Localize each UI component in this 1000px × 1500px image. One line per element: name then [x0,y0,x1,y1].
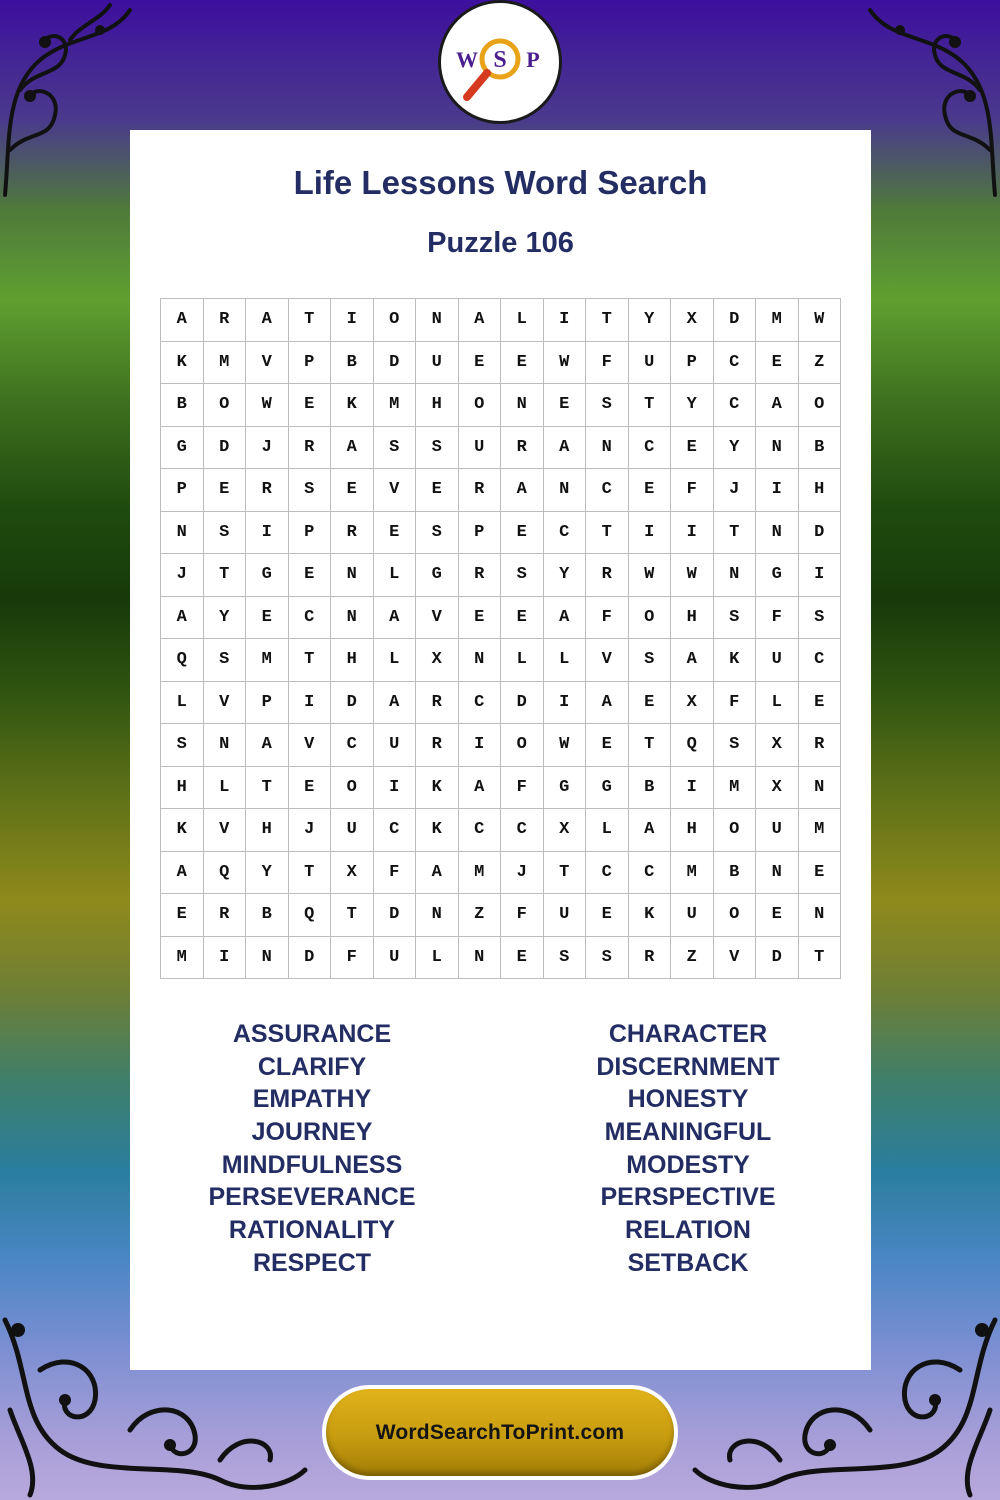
grid-cell[interactable]: N [416,894,459,937]
grid-cell[interactable]: A [756,384,799,427]
grid-cell[interactable]: H [416,384,459,427]
grid-cell[interactable]: Z [459,894,502,937]
grid-cell[interactable]: C [459,809,502,852]
grid-cell[interactable]: Q [161,639,204,682]
grid-cell[interactable]: Q [204,852,247,895]
grid-cell[interactable]: M [756,299,799,342]
grid-cell[interactable]: E [501,597,544,640]
grid-cell[interactable]: R [246,469,289,512]
grid-cell[interactable]: N [331,554,374,597]
website-button[interactable] [326,1389,674,1476]
grid-cell[interactable]: F [501,767,544,810]
grid-cell[interactable]: G [756,554,799,597]
grid-cell[interactable]: G [416,554,459,597]
grid-cell[interactable]: M [246,639,289,682]
word-list-item: RELATION [625,1216,751,1245]
grid-cell[interactable]: N [756,852,799,895]
grid-cell[interactable]: I [331,299,374,342]
grid-cell[interactable]: O [799,384,842,427]
grid-cell[interactable]: N [586,427,629,470]
grid-cell[interactable]: O [501,724,544,767]
grid-cell[interactable]: P [459,512,502,555]
grid-cell[interactable]: T [629,724,672,767]
grid-cell[interactable]: S [714,724,757,767]
grid-cell[interactable]: E [459,342,502,385]
grid-cell[interactable]: U [671,894,714,937]
word-list-item: MODESTY [626,1150,750,1179]
grid-cell[interactable]: L [416,937,459,980]
grid-cell[interactable]: Y [629,299,672,342]
grid-cell[interactable]: P [289,512,332,555]
grid-cell[interactable]: C [586,469,629,512]
grid-cell[interactable]: S [204,512,247,555]
grid-cell[interactable]: T [544,852,587,895]
word-list-left [147,1018,477,1280]
grid-cell[interactable]: A [374,597,417,640]
grid-cell[interactable]: D [289,937,332,980]
grid-cell[interactable]: V [246,342,289,385]
grid-cell[interactable]: B [161,384,204,427]
grid-cell[interactable]: I [799,554,842,597]
grid-cell[interactable]: O [714,894,757,937]
grid-cell[interactable]: W [544,724,587,767]
grid-cell[interactable]: N [416,299,459,342]
grid-cell[interactable]: J [246,427,289,470]
grid-cell[interactable]: L [501,639,544,682]
grid-cell[interactable]: I [544,682,587,725]
grid-cell[interactable]: E [204,469,247,512]
word-list-item: RESPECT [252,1248,372,1277]
grid-cell[interactable]: E [289,767,332,810]
grid-cell[interactable]: V [204,809,247,852]
grid-cell[interactable]: Y [544,554,587,597]
grid-cell[interactable]: W [544,342,587,385]
grid-cell[interactable]: T [289,639,332,682]
grid-cell[interactable]: V [204,682,247,725]
word-list-item: CHARACTER [608,1020,768,1048]
grid-cell[interactable]: L [374,554,417,597]
grid-cell[interactable]: R [416,724,459,767]
grid-cell[interactable]: D [331,682,374,725]
grid-cell[interactable]: S [586,384,629,427]
grid-cell[interactable]: A [459,767,502,810]
grid-cell[interactable]: E [671,427,714,470]
grid-cell[interactable]: N [756,427,799,470]
grid-cell[interactable]: A [544,597,587,640]
grid-cell[interactable]: K [629,894,672,937]
grid-cell[interactable]: U [416,342,459,385]
grid-cell[interactable]: D [204,427,247,470]
logo-letter-p: P [526,47,540,72]
grid-cell[interactable]: K [331,384,374,427]
grid-cell[interactable]: Y [246,852,289,895]
grid-cell[interactable]: L [756,682,799,725]
grid-cell[interactable]: N [799,767,842,810]
grid-cell[interactable]: R [459,469,502,512]
grid-cell[interactable]: E [799,682,842,725]
grid-cell[interactable]: X [756,724,799,767]
grid-cell[interactable]: E [544,384,587,427]
corner-ornament-top-left [0,0,140,200]
grid-cell[interactable]: H [671,809,714,852]
grid-cell[interactable]: T [246,767,289,810]
grid-cell[interactable]: U [544,894,587,937]
grid-cell[interactable]: K [161,342,204,385]
grid-cell[interactable]: C [714,384,757,427]
grid-cell[interactable]: L [586,809,629,852]
grid-cell[interactable]: B [246,894,289,937]
grid-cell[interactable]: M [459,852,502,895]
grid-cell[interactable]: V [586,639,629,682]
word-list-item: SETBACK [627,1248,749,1277]
grid-cell[interactable]: R [416,682,459,725]
grid-cell[interactable]: F [671,469,714,512]
grid-cell[interactable]: H [799,469,842,512]
word-list-item: MEANINGFUL [604,1118,772,1147]
grid-cell[interactable]: M [204,342,247,385]
grid-cell[interactable]: E [756,894,799,937]
grid-cell[interactable]: O [331,767,374,810]
grid-cell[interactable]: E [629,682,672,725]
grid-cell[interactable]: I [204,937,247,980]
grid-cell[interactable]: G [586,767,629,810]
grid-cell[interactable]: I [459,724,502,767]
grid-cell[interactable]: I [671,767,714,810]
logo-letter-w: W [456,47,478,72]
grid-cell[interactable]: E [756,342,799,385]
grid-cell[interactable]: D [374,894,417,937]
grid-cell[interactable]: A [161,299,204,342]
grid-cell[interactable]: J [289,809,332,852]
grid-cell[interactable]: N [204,724,247,767]
word-list-item: HONESTY [627,1085,749,1114]
grid-cell[interactable]: E [501,512,544,555]
grid-cell[interactable]: P [289,342,332,385]
grid-cell[interactable]: A [501,469,544,512]
grid-cell[interactable]: K [714,639,757,682]
grid-cell[interactable]: K [161,809,204,852]
word-list-item: CLARIFY [257,1052,367,1081]
grid-cell[interactable]: D [756,937,799,980]
grid-cell[interactable]: I [671,512,714,555]
grid-cell[interactable]: I [544,299,587,342]
grid-cell[interactable]: C [629,427,672,470]
grid-cell[interactable]: X [416,639,459,682]
word-list-item: JOURNEY [251,1118,373,1147]
grid-cell[interactable]: S [416,512,459,555]
grid-cell[interactable]: P [246,682,289,725]
grid-cell[interactable]: N [246,937,289,980]
grid-cell[interactable]: A [544,427,587,470]
grid-cell[interactable]: E [331,469,374,512]
grid-cell[interactable]: T [331,894,374,937]
grid-cell[interactable]: A [374,682,417,725]
grid-cell[interactable]: T [289,299,332,342]
grid-cell[interactable]: N [331,597,374,640]
magnifier-icon [445,7,555,117]
grid-cell[interactable]: M [799,809,842,852]
grid-cell[interactable]: S [799,597,842,640]
grid-cell[interactable]: Y [671,384,714,427]
grid-cell[interactable]: Y [714,427,757,470]
puzzle-sheet [130,130,871,1370]
page-title: Life Lessons Word Search [293,164,708,201]
grid-cell[interactable]: N [459,937,502,980]
grid-cell[interactable]: R [799,724,842,767]
grid-cell[interactable]: I [629,512,672,555]
grid-cell[interactable]: A [629,809,672,852]
grid-cell[interactable]: L [544,639,587,682]
grid-cell[interactable]: X [544,809,587,852]
word-list-item: ASSURANCE [232,1020,392,1048]
grid-cell[interactable]: C [714,342,757,385]
grid-cell[interactable]: S [289,469,332,512]
grid-cell[interactable]: A [416,852,459,895]
grid-cell[interactable]: J [714,469,757,512]
grid-cell[interactable]: A [246,299,289,342]
word-list-item: DISCERNMENT [596,1052,780,1081]
website-label: WordSearchToPrint.com [375,1420,625,1444]
grid-cell[interactable]: S [416,427,459,470]
grid-cell[interactable]: C [544,512,587,555]
grid-cell[interactable]: G [246,554,289,597]
grid-cell[interactable]: A [246,724,289,767]
grid-cell[interactable]: U [629,342,672,385]
grid-cell[interactable]: Z [671,937,714,980]
grid-cell[interactable]: U [374,937,417,980]
grid-cell[interactable]: C [586,852,629,895]
corner-ornament-top-right [860,0,1000,200]
grid-cell[interactable]: E [586,894,629,937]
grid-cell[interactable]: M [671,852,714,895]
grid-cell[interactable]: O [374,299,417,342]
grid-cell[interactable]: E [161,894,204,937]
word-list-item: RATIONALITY [228,1216,396,1245]
grid-cell[interactable]: R [204,299,247,342]
grid-cell[interactable]: X [331,852,374,895]
logo-letter-s: S [493,47,507,73]
grid-cell[interactable]: X [671,682,714,725]
grid-cell[interactable]: A [586,682,629,725]
grid-cell[interactable]: U [756,639,799,682]
grid-cell[interactable]: T [586,299,629,342]
grid-cell[interactable]: V [374,469,417,512]
grid-cell[interactable]: O [459,384,502,427]
grid-cell[interactable]: W [246,384,289,427]
grid-cell[interactable]: E [501,342,544,385]
grid-cell[interactable]: E [459,597,502,640]
grid-cell[interactable]: C [629,852,672,895]
grid-cell[interactable]: V [714,937,757,980]
grid-cell[interactable]: X [671,299,714,342]
grid-cell[interactable]: H [671,597,714,640]
grid-cell[interactable]: H [331,639,374,682]
grid-cell[interactable]: A [161,597,204,640]
grid-cell[interactable]: U [374,724,417,767]
grid-cell[interactable]: C [799,639,842,682]
grid-cell[interactable]: I [374,767,417,810]
grid-cell[interactable]: R [204,894,247,937]
grid-cell[interactable]: S [204,639,247,682]
letter-grid [160,298,841,979]
grid-cell[interactable]: Y [204,597,247,640]
grid-cell[interactable]: S [714,597,757,640]
grid-cell[interactable]: T [204,554,247,597]
grid-cell[interactable]: C [374,809,417,852]
grid-cell[interactable]: N [161,512,204,555]
grid-cell[interactable]: D [374,342,417,385]
grid-cell[interactable]: N [756,512,799,555]
grid-cell[interactable]: I [756,469,799,512]
grid-cell[interactable]: J [161,554,204,597]
grid-cell[interactable]: E [289,554,332,597]
grid-cell[interactable]: G [544,767,587,810]
grid-cell[interactable]: W [629,554,672,597]
grid-cell[interactable]: R [586,554,629,597]
word-list-item: EMPATHY [252,1085,372,1114]
grid-cell[interactable]: S [629,639,672,682]
grid-cell[interactable]: M [374,384,417,427]
grid-cell[interactable]: H [246,809,289,852]
grid-cell[interactable]: X [756,767,799,810]
grid-cell[interactable]: T [799,937,842,980]
grid-cell[interactable]: G [161,427,204,470]
grid-cell[interactable]: D [501,682,544,725]
grid-cell[interactable]: F [714,682,757,725]
grid-cell[interactable]: M [714,767,757,810]
grid-cell[interactable]: N [714,554,757,597]
grid-cell[interactable]: S [544,937,587,980]
grid-cell[interactable]: I [289,682,332,725]
grid-cell[interactable]: P [671,342,714,385]
grid-cell[interactable]: L [501,299,544,342]
word-list-item: MINDFULNESS [221,1150,403,1179]
grid-cell[interactable]: P [161,469,204,512]
grid-cell[interactable]: K [416,809,459,852]
grid-cell[interactable]: S [161,724,204,767]
grid-cell[interactable]: A [671,639,714,682]
grid-cell[interactable]: W [799,299,842,342]
grid-cell[interactable]: K [416,767,459,810]
grid-cell[interactable]: H [161,767,204,810]
grid-cell[interactable]: A [161,852,204,895]
grid-cell[interactable]: T [586,512,629,555]
grid-cell[interactable]: N [459,639,502,682]
grid-cell[interactable]: U [459,427,502,470]
grid-cell[interactable]: F [756,597,799,640]
grid-cell[interactable]: R [629,937,672,980]
grid-cell[interactable]: E [246,597,289,640]
grid-cell[interactable]: N [544,469,587,512]
grid-cell[interactable]: E [586,724,629,767]
grid-cell[interactable]: F [586,342,629,385]
grid-cell[interactable]: I [246,512,289,555]
grid-cell[interactable]: T [289,852,332,895]
grid-cell[interactable]: C [459,682,502,725]
grid-cell[interactable]: M [161,937,204,980]
grid-cell[interactable]: F [586,597,629,640]
grid-cell[interactable]: F [331,937,374,980]
grid-cell[interactable]: E [289,384,332,427]
grid-cell[interactable]: O [714,809,757,852]
grid-cell[interactable]: N [799,894,842,937]
grid-cell[interactable]: C [331,724,374,767]
grid-cell[interactable]: D [714,299,757,342]
grid-cell[interactable]: S [501,554,544,597]
grid-cell[interactable]: T [629,384,672,427]
grid-cell[interactable]: A [459,299,502,342]
grid-cell[interactable]: E [799,852,842,895]
grid-cell[interactable]: B [331,342,374,385]
grid-cell[interactable]: Q [671,724,714,767]
grid-cell[interactable]: O [204,384,247,427]
grid-cell[interactable]: C [289,597,332,640]
word-list-item: PERSEVERANCE [208,1183,416,1212]
grid-cell[interactable]: J [501,852,544,895]
grid-cell[interactable]: R [501,427,544,470]
wsp-logo[interactable] [438,0,562,124]
grid-cell[interactable]: L [374,639,417,682]
grid-cell[interactable]: E [501,937,544,980]
grid-cell[interactable]: E [416,469,459,512]
grid-cell[interactable]: C [501,809,544,852]
grid-cell[interactable]: V [289,724,332,767]
grid-cell[interactable]: U [756,809,799,852]
grid-cell[interactable]: D [799,512,842,555]
grid-cell[interactable]: R [459,554,502,597]
grid-cell[interactable]: O [629,597,672,640]
grid-cell[interactable]: R [289,427,332,470]
grid-cell[interactable]: E [629,469,672,512]
grid-cell[interactable]: V [416,597,459,640]
grid-cell[interactable]: S [374,427,417,470]
grid-cell[interactable]: B [714,852,757,895]
grid-cell[interactable]: L [161,682,204,725]
grid-cell[interactable]: B [629,767,672,810]
grid-cell[interactable]: L [204,767,247,810]
grid-cell[interactable]: A [331,427,374,470]
grid-cell[interactable]: Q [289,894,332,937]
grid-cell[interactable]: F [501,894,544,937]
grid-cell[interactable]: U [331,809,374,852]
grid-cell[interactable]: F [374,852,417,895]
grid-cell[interactable]: B [799,427,842,470]
grid-cell[interactable]: S [586,937,629,980]
grid-cell[interactable]: Z [799,342,842,385]
puzzle-number: Puzzle 106 [427,227,574,259]
grid-cell[interactable]: E [374,512,417,555]
grid-cell[interactable]: T [714,512,757,555]
word-list-right [523,1018,853,1280]
grid-cell[interactable]: R [331,512,374,555]
word-list-item: PERSPECTIVE [600,1183,776,1212]
grid-cell[interactable]: N [501,384,544,427]
grid-cell[interactable]: W [671,554,714,597]
